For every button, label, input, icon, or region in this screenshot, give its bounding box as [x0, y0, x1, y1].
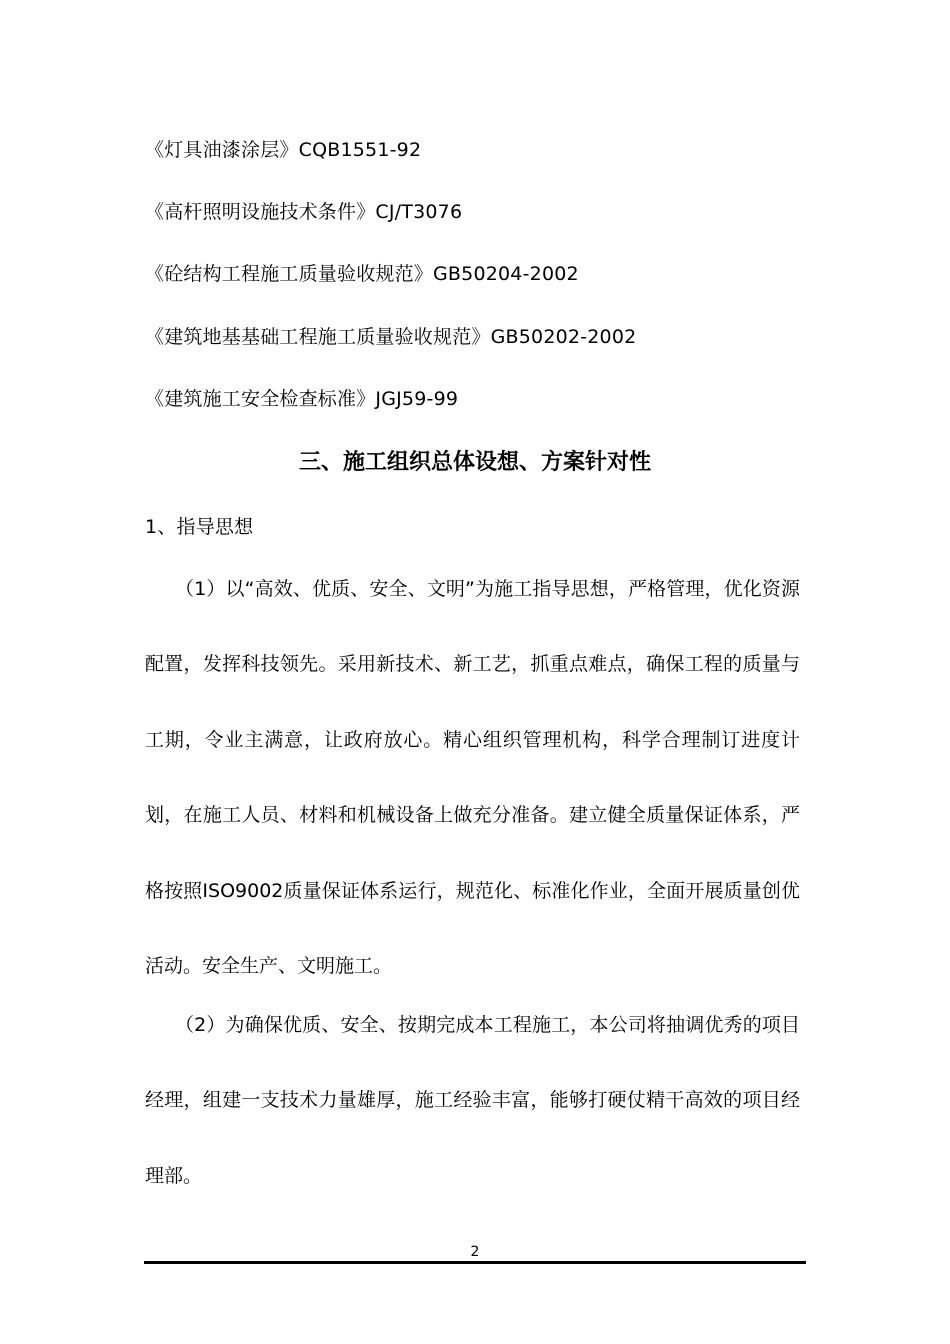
page-number: 2: [470, 1244, 480, 1260]
reference-item: 《灯具油漆涂层》CQB1551-92: [145, 139, 422, 161]
paragraph: （1）以“高效、优质、安全、文明”为施工指导思想，严格管理，优化资源配置，发挥科技领先。采用新技术、新工艺，抓重点难点，确保工程的质量与工期，令业主满意，让政府放心。精心组织管理机构，科学合理制订进度计划，在施工人员、材料和机械设备上做充分准备。建立健全质量保证体系，严格按照ISO9002质量保证体系运行，规范化、标准化作业，全面开展质量创优活动。安全生产、文明施工。: [145, 578, 800, 978]
section-heading: 三、施工组织总体设想、方案针对性: [298, 450, 651, 475]
paragraph: （2）为确保优质、安全、按期完成本工程施工，本公司将抽调优秀的项目经理，组建一支技术力量雄厚，施工经验丰富，能够打硬仗精干高效的项目经理部。: [145, 1014, 800, 1187]
reference-item: 《高杆照明设施技术条件》CJ/T3076: [145, 201, 463, 223]
footer-rule: [144, 1261, 806, 1264]
subsection-heading: 1、指导思想: [145, 516, 254, 538]
reference-item: 《建筑地基基础工程施工质量验收规范》GB50202-2002: [145, 326, 637, 348]
reference-item: 《砼结构工程施工质量验收规范》GB50204-2002: [145, 263, 579, 285]
reference-item: 《建筑施工安全检查标准》JGJ59-99: [145, 388, 459, 410]
